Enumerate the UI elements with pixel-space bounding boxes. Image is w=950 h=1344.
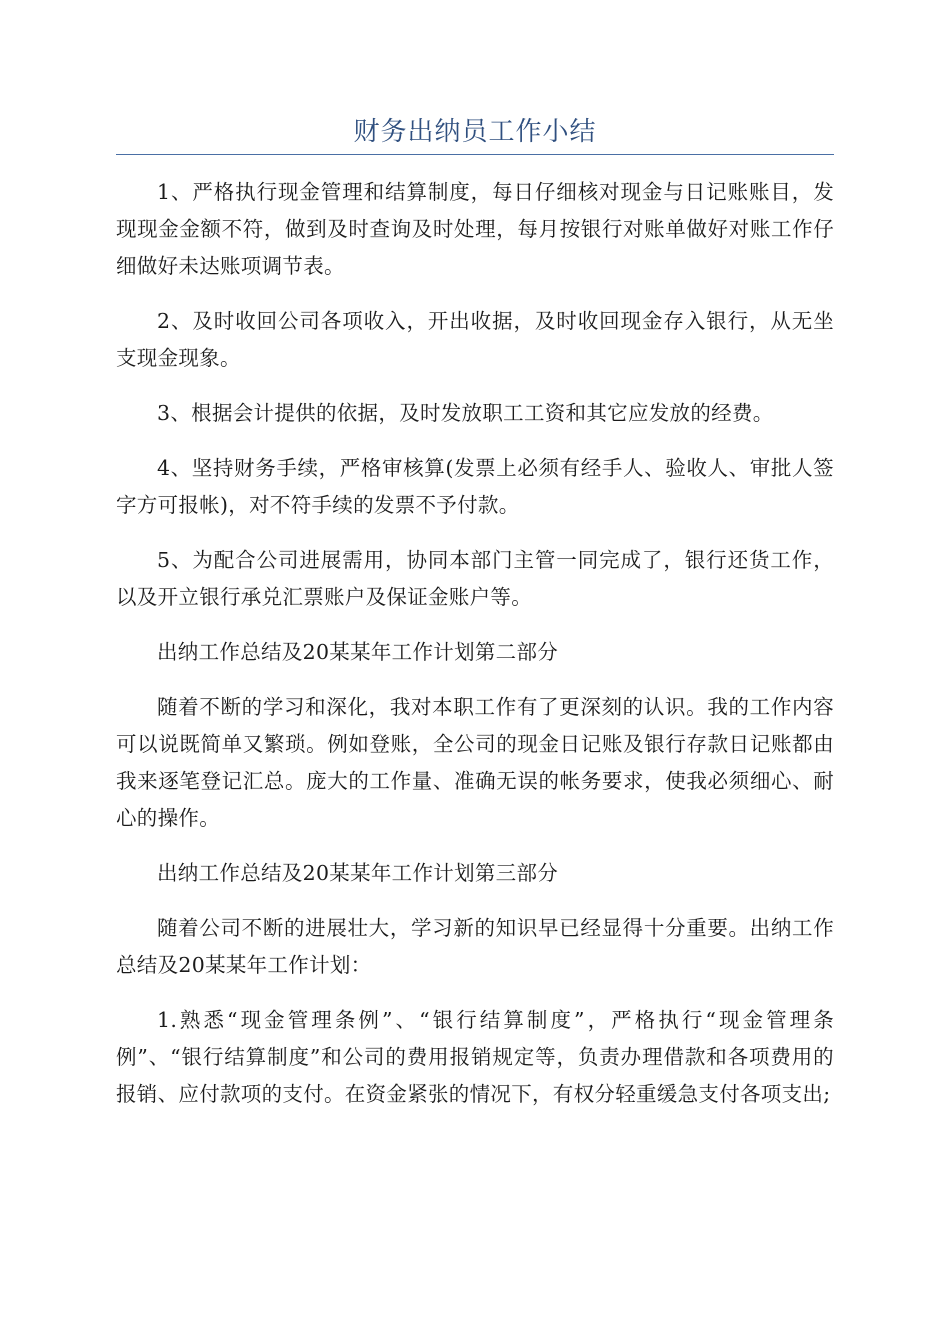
paragraph-1: 1、严格执行现金管理和结算制度，每日仔细核对现金与日记账账目，发现现金金额不符，做到及时查询及时处理，每月按银行对账单做好对账工作仔细做好未达账项调节表。 (116, 180, 834, 278)
document-title: 财务出纳员工作小结 (353, 117, 597, 147)
title-underline (116, 154, 834, 155)
paragraph-5: 5、为配合公司进展需用，协同本部门主管一同完成了，银行还货工作，以及开立银行承兑汇票账户及保证金账户等。 (116, 548, 834, 609)
section-heading-part-three: 出纳工作总结及20某某年工作计划第三部分 (157, 861, 559, 885)
document-body (116, 174, 834, 1131)
paragraph-part-three-item-1: 1.熟悉“现金管理条例”、“银行结算制度”，严格执行“现金管理条例”、“银行结算制度”和公司的费用报销规定等，负责办理借款和各项费用的报销、应付款项的支付。在资金紧张的情况下，有权分轻重缓急支付各项支出; (116, 1008, 834, 1106)
paragraph-2: 2、及时收回公司各项收入，开出收据，及时收回现金存入银行，从无坐支现金现象。 (116, 309, 834, 370)
paragraph-4: 4、坚持财务手续，严格审核算(发票上必须有经手人、验收人、审批人签字方可报帐)，对不符手续的发票不予付款。 (116, 456, 834, 517)
paragraph-part-two: 随着不断的学习和深化，我对本职工作有了更深刻的认识。我的工作内容可以说既简单又繁琐。例如登账，全公司的现金日记账及银行存款日记账都由我来逐笔登记汇总。庞大的工作量、准确无误的帐务要求，使我必须细心、耐心的操作。 (116, 695, 834, 830)
section-heading-part-two: 出纳工作总结及20某某年工作计划第二部分 (157, 640, 559, 664)
paragraph-part-three-intro: 随着公司不断的进展壮大，学习新的知识早已经显得十分重要。出纳工作总结及20某某年工作计划： (116, 916, 834, 977)
paragraph-3: 3、根据会计提供的依据，及时发放职工工资和其它应发放的经费。 (157, 401, 774, 425)
